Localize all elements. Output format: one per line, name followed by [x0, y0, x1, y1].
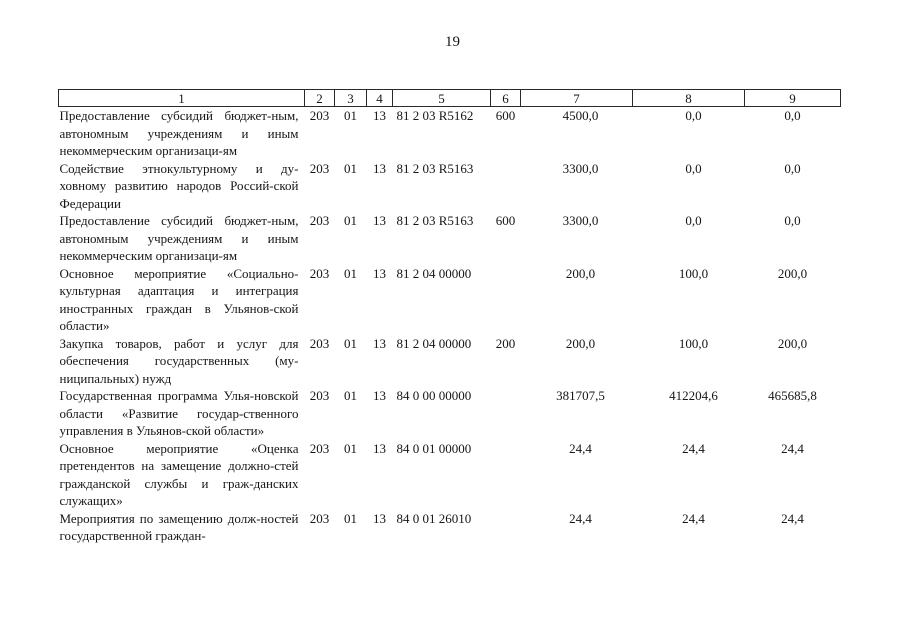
column-header: 9 [745, 90, 841, 107]
amount-col7: 200,0 [565, 265, 596, 281]
subsection-code: 13 [373, 213, 386, 228]
section-code: 01 [344, 440, 357, 456]
column-header: 3 [335, 90, 367, 107]
ministry-code: 203 [309, 108, 330, 123]
table-row [59, 510, 841, 545]
ministry-code: 203 [309, 213, 330, 228]
table-row [59, 160, 841, 213]
expense-type-code: 600 [495, 108, 516, 123]
amount-col9: 465685,8 [768, 388, 817, 403]
column-header: 1 [59, 90, 305, 107]
amount-col9: 200,0 [777, 335, 808, 351]
row-name: Предоставление субсидий бюджет-ным, автономным учреждениям и иным некоммерческим организаци-ям [59, 213, 299, 263]
expense-type-code: 600 [495, 213, 516, 228]
expense-type-code [491, 440, 521, 510]
ministry-code: 203 [309, 265, 330, 281]
amount-col7: 24,4 [569, 510, 592, 526]
expense-type-code: 200 [495, 335, 516, 351]
row-name: Закупка товаров, работ и услуг для обеспечения государственных (му-ниципальных) нужд [59, 335, 299, 386]
section-code: 01 [344, 388, 357, 403]
amount-col9: 0,0 [784, 108, 801, 123]
table-row [59, 212, 841, 265]
column-header: 4 [367, 90, 393, 107]
amount-col8: 24,4 [682, 510, 705, 526]
amount-col8: 24,4 [682, 440, 705, 456]
amount-col8: 100,0 [678, 265, 709, 281]
column-header: 7 [521, 90, 633, 107]
section-code: 01 [344, 213, 357, 228]
amount-col9: 0,0 [784, 213, 801, 228]
table-row [59, 107, 841, 160]
section-code: 01 [344, 265, 357, 281]
subsection-code: 13 [373, 335, 386, 351]
page-number: 19 [445, 34, 460, 50]
ministry-code: 203 [309, 335, 330, 351]
column-header: 5 [393, 90, 491, 107]
row-name: Государственная программа Улья-новской области «Развитие государ-ственного управления в Ульянов-ской области» [59, 388, 299, 438]
amount-col9: 200,0 [777, 265, 808, 281]
amount-col7: 4500,0 [562, 108, 599, 123]
row-name: Основное мероприятие «Социально-культурная адаптация и интеграция иностранных граждан в Ульянов-ской области» [59, 265, 299, 333]
column-header: 8 [633, 90, 745, 107]
amount-col7: 24,4 [569, 440, 592, 456]
table-row [59, 335, 841, 388]
expense-type-code [491, 265, 521, 335]
amount-col8: 412204,6 [669, 388, 718, 403]
target-article-code: 81 2 04 00000 [396, 265, 472, 281]
subsection-code: 13 [373, 265, 386, 281]
expense-type-code [491, 160, 521, 213]
column-number-header-row [59, 90, 841, 107]
amount-col8: 0,0 [685, 108, 702, 123]
section-code: 01 [344, 510, 357, 526]
subsection-code: 13 [373, 440, 386, 456]
subsection-code: 13 [373, 388, 386, 403]
amount-col7: 200,0 [565, 335, 596, 351]
ministry-code: 203 [309, 388, 330, 403]
subsection-code: 13 [373, 108, 386, 123]
target-article-code: 81 2 03 R5163 [396, 160, 474, 176]
amount-col8: 0,0 [685, 160, 702, 176]
table-row [59, 387, 841, 440]
amount-col7: 3300,0 [562, 213, 599, 228]
subsection-code: 13 [373, 510, 386, 526]
subsection-code: 13 [373, 160, 386, 176]
target-article-code: 81 2 03 R5162 [396, 108, 474, 123]
row-name: Основное мероприятие «Оценка претендентов на замещение должно-стей гражданской службы и граж-данских служащих» [59, 440, 299, 508]
amount-col9: 24,4 [781, 510, 804, 526]
amount-col7: 381707,5 [556, 388, 605, 403]
section-code: 01 [344, 108, 357, 123]
amount-col8: 100,0 [678, 335, 709, 351]
ministry-code: 203 [309, 440, 330, 456]
table-row [59, 440, 841, 510]
amount-col8: 0,0 [685, 213, 702, 228]
target-article-code: 81 2 04 00000 [396, 335, 472, 351]
amount-col9: 0,0 [784, 160, 801, 176]
section-code: 01 [344, 160, 357, 176]
row-name: Содействие этнокультурному и ду-ховному развитию народов Россий-ской Федерации [59, 160, 299, 211]
target-article-code: 84 0 00 00000 [396, 388, 472, 403]
section-code: 01 [344, 335, 357, 351]
target-article-code: 84 0 01 26010 [396, 510, 472, 526]
column-header: 6 [491, 90, 521, 107]
row-name: Мероприятия по замещению долж-ностей государственной граждан- [59, 510, 299, 543]
expense-type-code [491, 510, 521, 545]
column-header: 2 [305, 90, 335, 107]
expense-type-code [491, 387, 521, 440]
ministry-code: 203 [309, 160, 330, 176]
ministry-code: 203 [309, 510, 330, 526]
budget-table [58, 89, 841, 545]
amount-col9: 24,4 [781, 440, 804, 456]
amount-col7: 3300,0 [562, 160, 599, 176]
table-row [59, 265, 841, 335]
target-article-code: 81 2 03 R5163 [396, 213, 474, 228]
target-article-code: 84 0 01 00000 [396, 440, 472, 456]
row-name: Предоставление субсидий бюджет-ным, автономным учреждениям и иным некоммерческим организаци-ям [59, 108, 299, 158]
